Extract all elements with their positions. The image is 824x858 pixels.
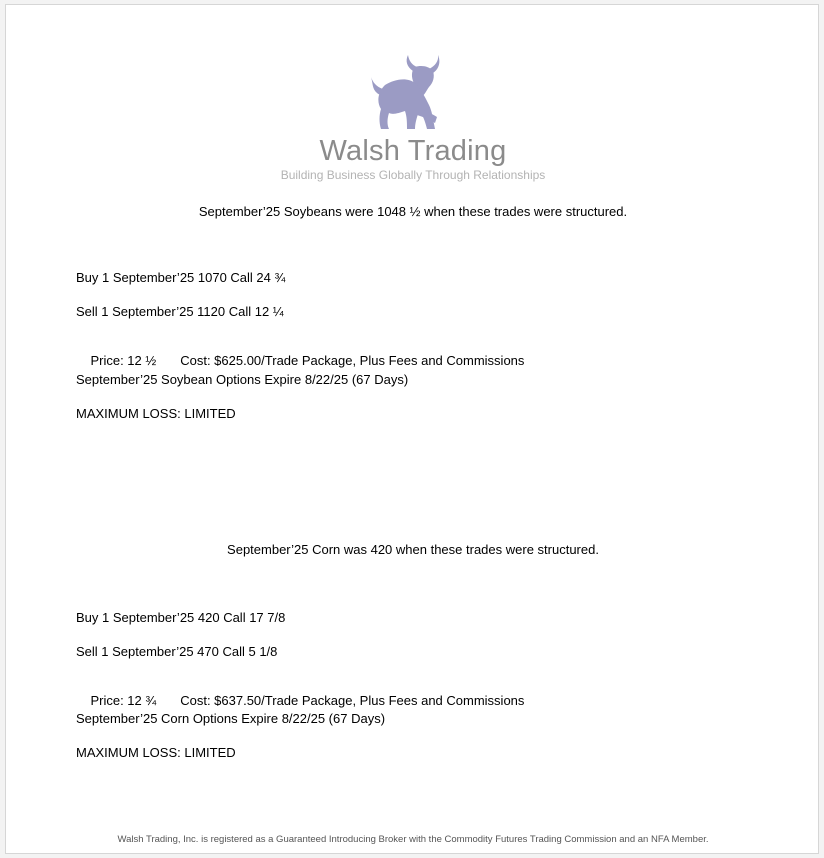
soybeans-cost: Cost: $625.00/Trade Package, Plus Fees and Commissions (180, 353, 525, 368)
company-logo (6, 53, 820, 131)
corn-cost: Cost: $637.50/Trade Package, Plus Fees and Commissions (180, 693, 525, 708)
soybeans-buy-line: Buy 1 September’25 1070 Call 24 ¾ (76, 270, 286, 285)
brand-name: Walsh Trading (319, 135, 507, 167)
corn-buy-line: Buy 1 September’25 420 Call 17 7/8 (76, 610, 286, 625)
soybeans-intro: September’25 Soybeans were 1048 ½ when these trades were structured. (198, 204, 628, 219)
soybeans-price: Price: 12 ½ (90, 353, 157, 368)
corn-price: Price: 12 ¾ (90, 693, 157, 708)
soybeans-sell-line: Sell 1 September’25 1120 Call 12 ¼ (76, 304, 284, 319)
corn-expiry-line: September’25 Corn Options Expire 8/22/25 (67 Days) (76, 711, 386, 726)
soybeans-expiry-line: September’25 Soybean Options Expire 8/22/25 (67 Days) (76, 372, 409, 387)
bull-icon (363, 53, 463, 131)
soybeans-max-loss: MAXIMUM LOSS: LIMITED (76, 406, 236, 421)
corn-sell-line: Sell 1 September’25 470 Call 5 1/8 (76, 644, 278, 659)
footer-disclaimer: Walsh Trading, Inc. is registered as a Guaranteed Introducing Broker with the Commodity Futures Trading Commission and an NFA Member. (117, 834, 709, 845)
corn-intro: September’25 Corn was 420 when these trades were structured. (227, 542, 599, 557)
brand-tagline: Building Business Globally Through Relationships (280, 168, 546, 182)
corn-max-loss: MAXIMUM LOSS: LIMITED (76, 745, 236, 760)
document-page (5, 4, 819, 854)
